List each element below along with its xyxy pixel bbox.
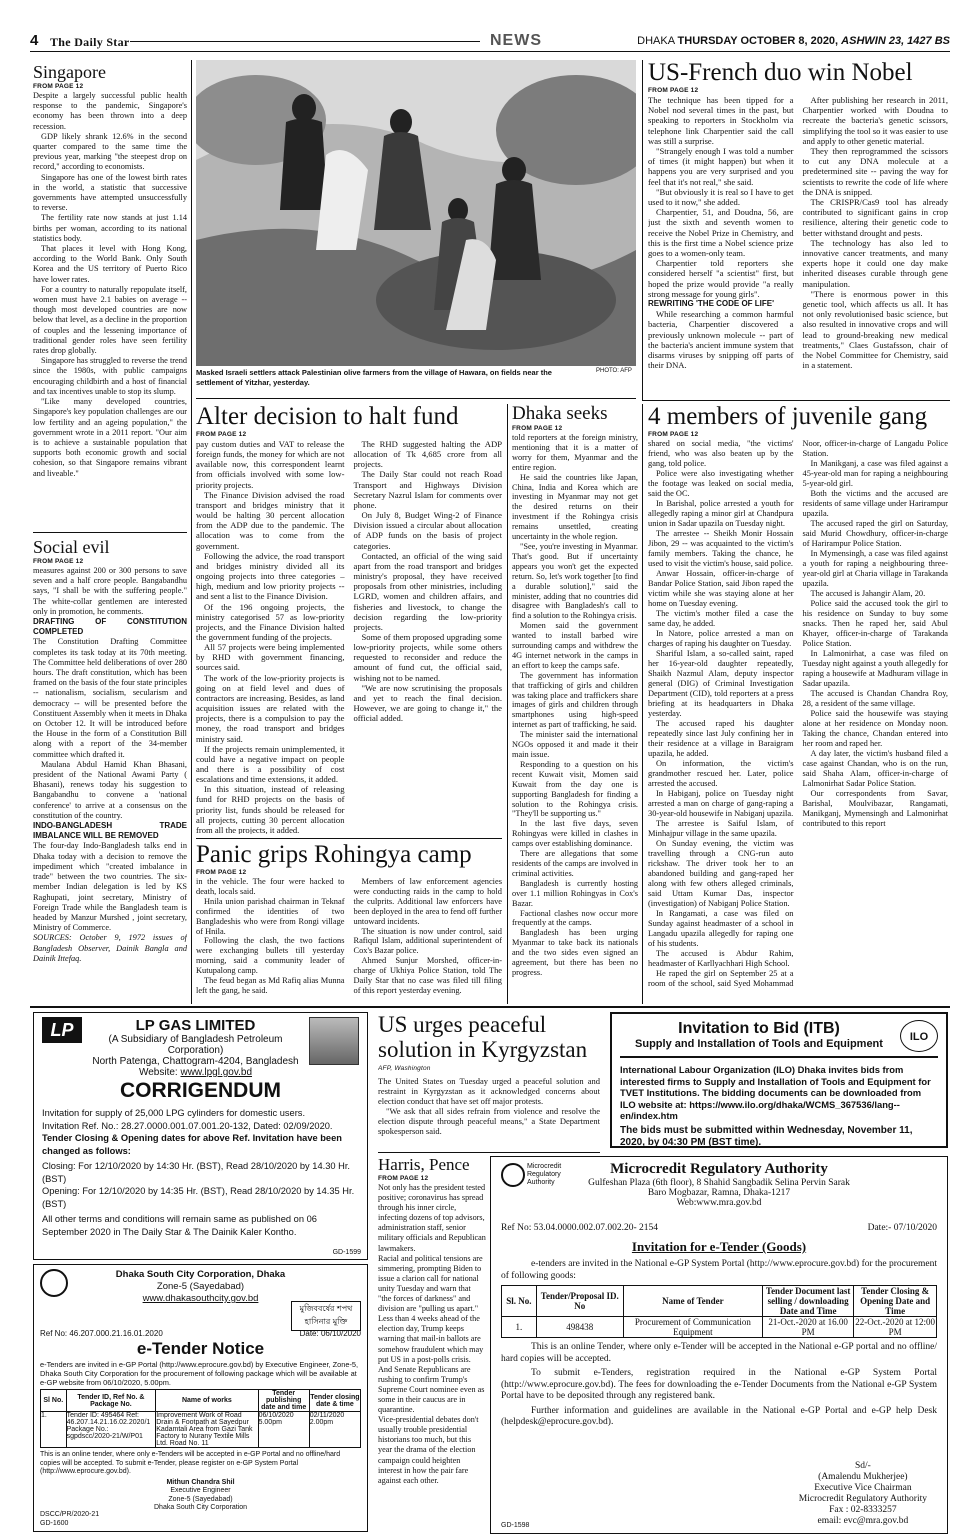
portrait-image [309, 1017, 359, 1065]
masthead [30, 30, 950, 52]
ilo-advert: Invitation to Bid (ITB) Supply and Installation of Tools and Equipment ILO International Labour Organization (ILO) Dhaka invites bids from interested firms to Supply and Installation of Tools and Equipment for TVET Institutions. The bidding documents can be downloaded from ILO website at: https://www.ilo.org/dhaka/WCMS_367536/lang--en/index.htm The bids must be submitted within Wednesday, November 11, 2020, by 04:30 PM (BST time). [610, 1012, 948, 1148]
article-body: pay custom duties and VAT to release the foreign funds, the money for which are not available now, this correspondent learnt from officials involved with some low-priority projects. The Finance Division advised the road transport and bridges ministry that it would be halting 30 percent allocation from the ADP due to the pandemic. The allocation was to come from the government. Following the advice, the road transport and bridges ministry divided all its ongoing projects into three categories – high, medium and low priority projects -- and sent a list to the Finance Division. Of the 196 ongoing projects, the ministry categorised 57 as low-priority projects, and the Finance Division halted the government funding of the projects. All 57 projects were being implemented by RHD with government financing, sources said. The work of the low-priority projects is going on at field level and dues of contractors are increasing. Besides, as land acquisition issues are related with the projects, there is a compulsion to pay the money, the road transport and bridges ministry said. If the projects remain unimplemented, it could have a negative impact on people and there is a possibility of cost escalations and time extensions, it added. In this situation, instead of releasing fund for RHD projects on the basis of priority list, funds should be released for all projects, cutting 30 percent allocation from all the projects, it added. The RHD suggested halting the ADP allocation of Tk 4,685 crore from all projects. The Daily Star could not reach Road Transport and Highways Division Secretary Nazrul Islam for comments over phone. On July 8, Budget Wing-2 of Finance Division issued a circular about allocation of ADP funds on the basis of project categories. Contacted, an official of the wing said apart from the road transport and bridges ministry's proposal, they have received proposals from other ministries, including LGRD, women and children affairs, and fisheries and livestock, to change the decision regarding the low-priority projects. Some of them proposed upgrading some low-priority projects, while some others requested to reconsider and reduce the amount of fund cut, the official said, wishing not to be named. "We are now scrutinising the proposals and yet to reach the final decision. However, we are going to change it," the official added. [196, 439, 502, 834]
issue-date: DHAKA THURSDAY OCTOBER 8, 2020, ASHWIN 23, 1427 BS [637, 35, 950, 47]
byline: AFP, Washington [378, 1065, 431, 1072]
photo-credit: PHOTO: AFP [596, 368, 632, 374]
dscc-advert: Dhaka South City Corporation, Dhaka Zone-5 (Sayedabad) www.dhakasouthcity.gov.bd মুজিববর্ষের শপথ হাসিনার মুক্তি Ref No: 46.207.000.21.16.01.2020 Date: 06/10/2020 e-Tender Notice e-Tenders are invited in e-GP Portal (http://www.eprocure.gov.bd) by Executive Engineer, Zone-5, Dhaka South City Corporation for the procurement of following package which will be available at e-GP website from 06/10/2020, 5.00pm. Sl No. Tender ID, Ref No. & Package No. Name of works Tender publishing date and time Tender closing date & time 1. Tender ID: 495464 Ref: 46.207.14.21.16.02.2020/1 Package No.: sgpdscc/2020-21/W/P01 Improvement Work of Road Drain & Footpath at Sayedpur Kadamtali Area from Gazi Tank Factory to Nurany Textile Mills Ltd. Road No. 11 06/10/2020 5.00pm 02/11/2020 2.00pm This is an online tender, where only e-Tenders will be accepted in e-GP Portal and no offline/hard copies will be accepted. To submit e-Tender, please register on e-GP System Portal (http://www.eprocure.gov.bd). Mithun Chandra Shil Executive Engineer Zone-5 (Sayedabad) Dhaka South City Corporation DSCC/PR/2020-21 GD-1600 [33, 1264, 368, 1532]
page-number: 4 [30, 32, 39, 49]
company-name: LP GAS LIMITED [135, 1017, 256, 1034]
org-name: Microcredit Regulatory Authority [610, 1161, 828, 1177]
jump-line: FROM PAGE 12 [33, 558, 84, 565]
notice-title: Invitation for e-Tender (Goods) [631, 1239, 807, 1254]
article-headline: Alter decision to halt fund [196, 404, 459, 430]
jump-line: FROM PAGE 12 [512, 425, 563, 432]
lp-gas-logo: LP [42, 1017, 82, 1043]
mra-advert: Microcredit Regulatory Authority Microcredit Regulatory Authority Gulfeshan Plaza (6th floor), 8 Shahid Sangbadik Selina Pervin Sarak Baro Mogbazar, Ramna, Dhaka-1217 Web:www.mra.gov.bd Ref No: 53.04.0000.002.07.002.20- 2154 Date:- 07/10/2020 Invitation for e-Tender (Goods) e-tenders are invited in the National e-GP System Portal (http://www.eprocure.gov.bd) for the procurement of following goods: Sl. No. Tender/Proposal ID. No Name of Tender Tender Document last selling / downloading Date and Time Tender Closing & Opening Date and Time 1. 498438 Procurement of Communication Equipment 21-Oct.-2020 at 16.00 PM 22-Oct.-2020 at 12:00 PM This is an online Tender, where only e-Tender will be accepted in the National e-GP portal and no offline/ hard copies will be accepted. To submit e-Tenders, registration required in the National e-GP System Portal (http://www.eprocure.gov.bd). The fees for downloading the e-Tender Documents from the National e-GP System Portal have to be deposited through any registered bank. Further information and guidelines are available in the National e-GP Portal and e-GP help Desk (helpdesk@eprocure.gov.bd). Sd/- (Amalendu Mukherjee) Executive Vice Chairman Microcredit Regulatory Authority Fax : 02-8333257 email: evc@mra.gov.bd GD-1598 [490, 1156, 948, 1534]
ilo-logo: ILO [900, 1020, 938, 1052]
motto-box: মুজিববর্ষের শপথ হাসিনার মুক্তি [291, 1301, 361, 1331]
jump-line: FROM PAGE 12 [378, 1175, 429, 1182]
section-label: NEWS [490, 32, 542, 49]
rohingya-camp-article [196, 842, 502, 1002]
notice-title: e-Tender Notice [136, 1339, 265, 1358]
article-headline: US urges peaceful solution in Kyrgyzstan [378, 1012, 588, 1062]
newspaper-logo: The Daily Star [50, 35, 130, 49]
notice-title: CORRIGENDUM [120, 1079, 281, 1102]
article-headline: 4 members of juvenile gang [648, 404, 928, 430]
article-body: told reporters at the foreign ministry, mentioning that it is a matter of worry for them, Myanmar and the entire region. He said the countries like Japan, China, India and Korea which are investing in Myanmar may not get the desired returns on their investment if the Rohingya crisis remains unsettled, creating uncertainty in the whole region. "See, you're investing in Myanmar. That's good. But if uncertainty appears you won't get the expected return. So, let's work together [to find a durable solution]," said the minister, adding that no countries did disagree with Bangladesh's call to find a solution to the Rohingya crisis. Momen said the government wanted to install barbed wire surrounding camps and withdrew the 4G internet network in the camps in an effort to keep the camps safe. The government has information that trafficking of girls and children was taking place and traffickers share images of girls and children through smartphones using high-speed internet as part of trafficking, he said. The minister said the international NGOs opposed it and made it their main issue. Responding to a question on his recent Kuwait visit, Momen said Kuwait from the day one is supporting Bangladesh for finding a solution to the Rohingya crisis. "They'll be supporting us." In the last five days, seven Rohingyas were killed in clashes in camps over establishing dominance. There are allegations that some residents of the camps are involved in criminal activities. Bangladesh is currently hosting over 1.1 million Rohingyas in Cox's Bazar. Factional clashes now occur more frequently at the camps. Bangladesh has been urging Myanmar to take back its nationals and the two sides even signed an agreement, but there has been no progress. [512, 433, 638, 977]
jump-line: FROM PAGE 12 [196, 869, 247, 876]
article-body: Not only has the president tested positive; coronavirus has spread through his inner circle, infecting dozens of top advisors, administration staff, senior military officials and Republican lawmakers. Racial and political tensions are simmering, prompting Biden to issue a clarion call for national unity Tuesday and warn that "the forces of darkness" and division are "pulling us apart." Less than 4 weeks ahead of the election day, Trump keeps warning that mail-in ballots are somehow fraudulent which may put US in a post-polls crisis. And Senate Republicans are rushing to confirm Trump's Supreme Court nominee even as some in their caucus are in quarantine. Vice-presidential debates don't usually trouble presidential historians too much, but this year the drama of the election campaign could heighten interest in how the pair fare against each other. [378, 1183, 486, 1485]
jump-line: FROM PAGE 12 [648, 87, 699, 94]
article-headline: Panic grips Rohingya camp [196, 842, 472, 868]
article-body: measures against 200 or 300 persons to save seven and a half crore people. Bangabandhu says, "I shall be with the suffering people." The white-collar gentlemen are interested only in promotion, he comments. DRAFTING OF CONSTITUTION COMPLETED The Constitution Drafting Committee completes its task today at its 70th meeting. The Committee held deliberations of over 280 hours. The draft constitution, which has been framed on the basis of the four state principles -- nationalism, socialism, secularism and democracy -- will be presented before the Constituent Assembly when it meets in Dhaka on October 12. It will be introduced before the House in the form of a Constitution Bill along with a report of the 34-member committee which drafted it. Maulana Abdul Hamid Khan Bhasani, president of the National Awami Party ( Bhasani), renews today his suggestion to Bangabandhu to convene a 'national conference' to arrive at a consensus on the constitution of the country. INDO-BANGLADESH TRADE IMBALANCE WILL BE REMOVED The four-day Indo-Bangladesh talks end in Dhaka today with a decision to remove the impediment which "created imbalance in trade" between the two countries. The six-member Indian delegation is led by KS Raghupati, joint secretary, Ministry of Foreign Trade while the Bangladesh team is headed by Manzur Murshed , joint secretary, Ministry of Commerce. SOURCES: October 9, 1972 issues of Bangladesh Observer, Dainik Bangla and Dainik Ittefaq. [33, 566, 187, 963]
article-body: in the vehicle. The four were hacked to death, locals said. Hnila union parishad chairman in Teknaf confirmed the identities of two Bangladeshis who were from Rongi village of Hnila. Following the clash, the two factions were exchanging bullets till yesterday morning, said a community leader of Kutupalong camp. The feud began as Md Rafiq alias Munna left the gang, he said. Members of law enforcement agencies were conducting raids in the camp to hold the culprits. Additional law enforcers have been deployed in the area to fend off further untoward incidents. The situation is now under control, said Rafiqul Islam, additional superintendent of Cox's Bazar police. Ahmed Sunjur Morshed, officer-in-charge of Ukhiya Police Station, told The Daily Star that no case was filed till filing of this report yesterday evening. [196, 877, 502, 995]
notice-title: Invitation to Bid (ITB) [678, 1020, 840, 1037]
article-headline: Social evil [33, 538, 110, 557]
tender-table: Sl. No. Tender/Proposal ID. No Name of Tender Tender Document last selling / downloading Date and Time Tender Closing & Opening Date and Time 1. 498438 Procurement of Communication Equipment 21-Oct.-2020 at 16.00 PM 22-Oct.-2020 at 12:00 PM [501, 1285, 937, 1338]
nobel-article [648, 60, 948, 398]
article-headline: US-French duo win Nobel [648, 60, 913, 86]
article-body: Despite a largely successful public health response to the pandemic, Singapore's economy has been thrown into a deep recession. GDP likely shrank 12.6% in the second quarter compared to the same time the previous year, marking "the steepest drop on record," according to economists. Singapore has one of the lowest birth rates in the world, a statistic that successive governments have attempted unsuccessfully to reverse. The fertility rate now stands at just 1.14 births per woman, according to its national statistics body. That places it level with Hong Kong, according to the World Bank. Only South Korea and the US territory of Puerto Rico have lower rates. For a country to naturally repopulate itself, women must have 2.1 babies on average -- though most developed countries are now below that level, as a decline in the proportion of couples and the lessening importance of traditional gender roles have seen fertility rates drop globally. Singapore has struggled to reverse the trend since the 1980s, with public campaigns encouraging childbirth and a host of financial and tax incentives unable to stop its slump. "Like many developed countries, Singapore's key population challenges are our low fertility and an ageing population," the government wrote in a 2011 report. "Our aim is to achieve a sustainable population that supports both economic growth and social cohesion, so that Singapore remains vibrant and liveable." [33, 91, 187, 478]
kyrgyzstan-article [378, 1012, 600, 1148]
dscc-logo [40, 1269, 68, 1297]
juvenile-gang-article [648, 404, 948, 1002]
alter-decision-article [196, 404, 502, 834]
tender-table: Sl No. Tender ID, Ref No. & Package No. Name of works Tender publishing date and time Tender closing date & time 1. Tender ID: 495464 Ref: 46.207.14.21.16.02.2020/1 Package No.: sgpdscc/2020-21/W/P01 Improvement Work of Road Drain & Footpath at Sayedpur Kadamtali Area from Gazi Tank Factory to Nurany Textile Mills Ltd. Road No. 11 06/10/2020 5.00pm 02/11/2020 2.00pm [41, 1390, 360, 1447]
article-body: shared on social media, "the victims' friend, who was also beaten up by the gang, told police. Police were also investigating whether the footage was leaked on social media, said the OC. In Barishal, police arrested a youth for allegedly raping a minor girl at Chandpura union in Sadar upazila on Tuesday night. The arrestee -- Sheikh Monir Hossain Jibon, 29 -- was acquainted to the victim's family members. Taking the chance, he used to visit the victim's house, said police. Anwar Hossain, officer-in-charge of Bandar Police Station, said Jibon raped the victim while she was staying alone at her home on Tuesday evening. The victim's mother filed a case the same day, he added. In Natore, police arrested a man on charges of raping his daughter on Tuesday. Shariful Islam, a so-called saint, raped her 16-year-old daughter repeatedly, Shaikh Nazmul Alam, deputy inspector general (DIG) of Criminal Investigation Department (CID), told reporters at a press briefing at its headquarters in Dhaka yesterday. The accused raped his daughter repeatedly since last July confining her in their residence at a village in Baraigram upazila, he added. On information, the victim's grandmother rescued her. Later, police arrested the accused. In Habiganj, police on Tuesday night arrested a man on charge of gang-raping a 30-year-old housewife in Nabiganj upazila. The arrestee is Saiful Islam, of Minhajpur village in the same upazila. On Sunday evening, the victim was travelling through a CNG-run auto rickshaw. The driver took her to an abandoned building and gang-raped her along with few others alleged criminals, said Uttam Kumar Das, inspector (investigation) of Nabiganj Police Station. In Rangamati, a case was filed on Sunday against headmaster of a school in Langadu upazila allegedly for raping one of his students. The accused is Abdur Rahim, headmaster of Karllyachhari High School. He raped the girl on September 25 at a room of the school, said Syed Mohammad Noor, officer-in-charge of Langadu Police Station. In Manikganj, a case was filed against a 45-year-old man for raping a neighbouring 5-year-old girl. Both the victims and the accused are residents of same village under Harirampur upazila. The accused raped the girl on Saturday, said Murid Chowdhury, officer-in-charge of Harirampur Police Station. In Mymensingh, a case was filed against a youth for raping a neighbouring three-year-old girl at Charia village in Tarakanda upazila. The accused is Jahangir Alam, 20. Police said the accused took the girl to his residence on Sunday to buy some snacks. Then he raped her, said Abul Khayer, officer-in-charge of Tarakanda Police Station. In Lalmonirhat, a case was filed on Tuesday night against a youth allegedly for raping a housewife at Madhuram village in Sadar upazila. The accused is Chandan Chandra Roy, 28, a resident of the same village. Police said the housewife was staying alone at her residence on Monday noon. Taking the chance, Chandan entered into her room and raped her. A day later, the victim's husband filed a case against Chandan, who is on the run, said Shaha Alam, officer-in-charge of Lalmonirhat Sadar Police Station. Our correspondents from Savar, Barishal, Moulvibazar, Rangamati, Manikganj, Mymensingh and Lalmonirhat contributed to this report [648, 439, 948, 988]
mra-logo: Microcredit Regulatory Authority [501, 1163, 563, 1211]
lp-gas-advert: LP LP GAS LIMITED (A Subsidiary of Bangladesh Petroleum Corporation) North Patenga, Chattogram-4204, Bangladesh Website: www.lpgl.gov.bd CORRIGENDUM Invitation for supply of 25,000 LPG cylinders for domestic users. Invitation Ref. No.: 28.27.0000.001.07.001.20-132, Dated: 02/09/2020. Tender Closing & Opening dates for above Ref. Invitation have been changed as follows: Closing: For 12/10/2020 by 14:30 Hr. (BST), Read 28/10/2020 by 14.30 Hr. (BST) Opening: For 12/10/2020 by 14:35 Hr. (BST), Read 28/10/2020 by 14.35 Hr. (BST) All other terms and conditions will remain same as published on 06 September 2020 in The Daily Star & The Dainik Kaler Kontho. GD-1599 [33, 1012, 368, 1260]
article-headline: Singapore [33, 63, 106, 82]
dhaka-seeks-article [512, 404, 638, 1002]
photo-caption: Masked Israeli settlers attack Palestinian olive farmers from the village of Hawara, on fields near the settlement of Yitzhar, yesterday. PHOTO: AFP [196, 368, 636, 388]
article-body: The technique has been tipped for a Nobel nod several times in the past, but speaking to reporters in Stockholm via telephone link Charpentier said the call was still a surprise. "Strangely enough I was told a number of times (it might happen) but when it happens you are very surprised and you feel that it's not real," she said. "But obviously it is real so I have to get used to it now," she added. Charpentier, 51, and Doudna, 56, are just the sixth and seventh women to receive the Nobel Prize in Chemistry, and this is the first time a Nobel science prize goes to a women-only team. Charpentier told reporters she considered herself "a scientist" first, but hoped the prize would provide "a really strong message for young girls". REWRITING 'THE CODE OF LIFE' While researching a common harmful bacteria, Charpentier discovered a previously unknown molecule -- part of the bacteria's ancient immune system that disarms viruses by snipping off parts of their DNA. After publishing her research in 2011, Charpentier worked with Doudna to recreate the bacteria's genetic scissors, simplifying the tool so it was easier to use and apply to other genetic material. They then reprogrammed the scissors to cut any DNA molecule at a predetermined site -- paving the way for scientists to rewrite the code of life where the DNA is snipped. The CRISPR/Cas9 tool has already contributed to significant gains in crop resilience, altering their genetic code to better withstand drought and pests. The technology has also led to innovative cancer treatments, and many experts hope it could one day make inherited diseases curable through gene manipulation. "There is enormous power in this genetic tool, which affects us all. It has not only revolutionised basic science, but also resulted in innovative crops and will lead to ground-breaking new medical treatments," Claes Gustafsson, chair of the Nobel Committee for Chemistry, said in a statement. [648, 95, 948, 371]
singapore-article [33, 63, 187, 528]
table-row: 1. 498438 Procurement of Communication Equipment 21-Oct.-2020 at 16.00 PM 22-Oct.-2020 at 12:00 PM [502, 1317, 937, 1338]
article-headline: Harris, Pence [378, 1156, 470, 1174]
jump-line: FROM PAGE 12 [648, 431, 699, 438]
jump-line: FROM PAGE 12 [196, 431, 247, 438]
social-evil-article [33, 538, 187, 1000]
table-row: 1. Tender ID: 495464 Ref: 46.207.14.21.16.02.2020/1 Package No.: sgpdscc/2020-21/W/P01 Improvement Work of Road Drain & Footpath at Sayedpur Kadamtali Area from Gazi Tank Factory to Nurany Textile Mills Ltd. Road No. 11 06/10/2020 5.00pm 02/11/2020 2.00pm [41, 1412, 361, 1448]
jump-line: FROM PAGE 12 [33, 83, 84, 90]
article-headline: Dhaka seeks [512, 404, 608, 424]
website-link[interactable]: www.lpgl.gov.bd [180, 1067, 253, 1078]
article-body: The United States on Tuesday urged a peaceful solution and restraint in Kyrgyzstan as it acknowledged concerns about election conduct that have set off major protests. "We ask that all sides refrain from violence and resolve the election dispute through peaceful means," a State Department spokesperson said. [378, 1076, 600, 1136]
news-photo [196, 60, 636, 366]
harris-pence-article [378, 1156, 486, 1534]
